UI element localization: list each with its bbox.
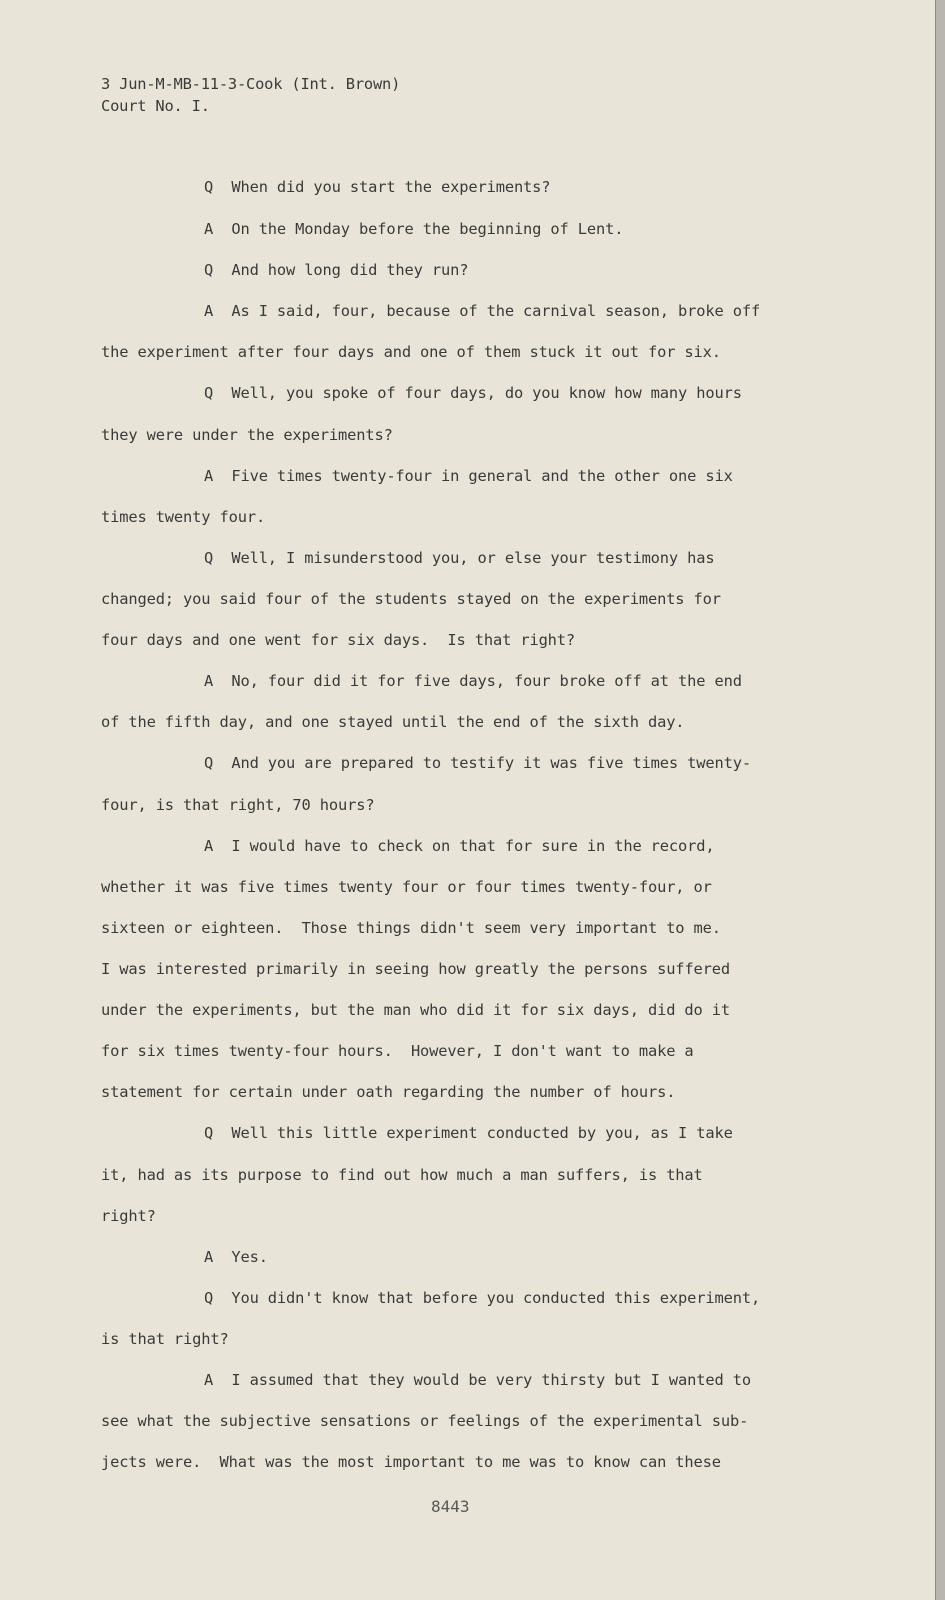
text-line: A Yes.	[204, 1248, 268, 1266]
document-reference: 3 Jun-M-MB-11-3-Cook (Int. Brown)	[101, 75, 401, 93]
text-line: of the fifth day, and one stayed until the end of the sixth day.	[101, 713, 685, 731]
text-line: right?	[101, 1207, 156, 1225]
text-line: I was interested primarily in seeing how greatly the persons suffered	[101, 960, 731, 978]
text-line: they were under the experiments?	[101, 426, 393, 444]
text-line: Q When did you start the experiments?	[204, 178, 551, 196]
text-line: Q Well this little experiment conducted by you, as I take	[204, 1124, 733, 1142]
scan-edge	[936, 0, 945, 1600]
text-line: it, had as its purpose to find out how much a man suffers, is that	[101, 1166, 703, 1184]
text-line: jects were. What was the most important to me was to know can these	[101, 1453, 721, 1471]
text-line: A As I said, four, because of the carnival season, broke off	[204, 302, 761, 320]
text-line: Q And how long did they run?	[204, 261, 469, 279]
text-line: Q You didn't know that before you conducted this experiment,	[204, 1289, 761, 1307]
text-line: statement for certain under oath regarding the number of hours.	[101, 1083, 676, 1101]
text-line: for six times twenty-four hours. However, I don't want to make a	[101, 1042, 694, 1060]
text-line: whether it was five times twenty four or four times twenty-four, or	[101, 878, 712, 896]
text-line: A I assumed that they would be very thirsty but I wanted to	[204, 1371, 751, 1389]
page-number: 8443	[431, 1497, 470, 1516]
text-line: see what the subjective sensations or feelings of the experimental sub-	[101, 1412, 749, 1430]
text-line: A I would have to check on that for sure in the record,	[204, 837, 715, 855]
text-line: four days and one went for six days. Is that right?	[101, 631, 576, 649]
text-line: A Five times twenty-four in general and the other one six	[204, 467, 733, 485]
text-line: Q Well, I misunderstood you, or else your testimony has	[204, 549, 715, 567]
text-line: sixteen or eighteen. Those things didn't seem very important to me.	[101, 919, 721, 937]
text-line: A No, four did it for five days, four broke off at the end	[204, 672, 742, 690]
text-line: Q And you are prepared to testify it was five times twenty-	[204, 754, 751, 772]
text-line: four, is that right, 70 hours?	[101, 796, 375, 814]
court-number: Court No. I.	[101, 97, 210, 115]
text-line: times twenty four.	[101, 508, 266, 526]
text-line: the experiment after four days and one of them stuck it out for six.	[101, 343, 721, 361]
text-line: Q Well, you spoke of four days, do you know how many hours	[204, 384, 742, 402]
text-line: is that right?	[101, 1330, 229, 1348]
text-line: changed; you said four of the students stayed on the experiments for	[101, 590, 721, 608]
text-line: under the experiments, but the man who did it for six days, did do it	[101, 1001, 731, 1019]
text-line: A On the Monday before the beginning of Lent.	[204, 220, 624, 238]
